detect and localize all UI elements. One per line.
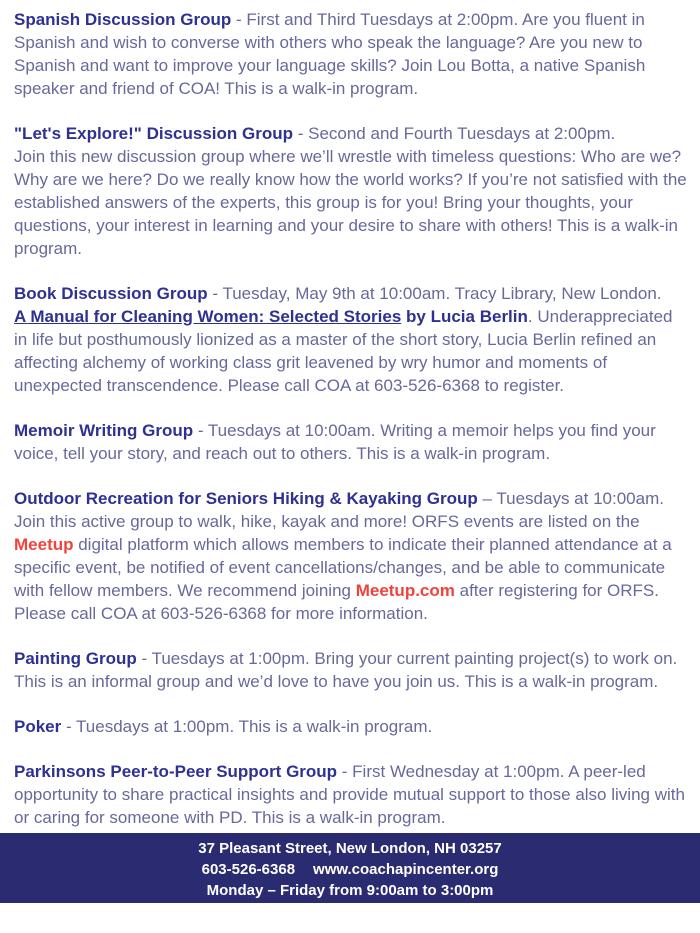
program-description-orfs-3: after registering for ORFS. Please call COA at 603-526-6368 for more information. [14, 581, 659, 623]
program-description-poker: - Tuesdays at 1:00pm. This is a walk-in program. [61, 717, 433, 736]
program-description-parkinsons: - First Wednesday at 1:00pm. A peer-led opportunity to share practical insights and provide mutual support to those also living with or caring for someone with PD. This is a walk-in program. [14, 762, 685, 827]
program-entry-lets-explore [14, 122, 690, 260]
program-title-poker: Poker [14, 717, 62, 736]
program-entry-spanish [14, 8, 690, 100]
footer-website: www.coachapincenter.org [313, 861, 499, 878]
program-description-orfs-2: digital platform which allows members to indicate their planned attendance at a specific event, be notified of event cancellations/changes, and be able to communicate with fellow members. We recommend joining [14, 535, 672, 600]
program-title-memoir: Memoir Writing Group [14, 421, 194, 440]
program-title-lets-explore: "Let's Explore!" Discussion Group [14, 124, 293, 143]
meetup-com-text: Meetup.com [355, 581, 455, 600]
program-schedule-lets-explore: - Second and Fourth Tuesdays at 2:00pm. [293, 124, 616, 143]
program-description-spanish: - First and Third Tuesdays at 2:00pm. Are you fluent in Spanish and wish to converse with others who speak the language? Are you new to Spanish and want to improve your language skills? Join Lou Botta, a native Spanish speaker and friend of COA! This is a walk-in program. [14, 10, 646, 98]
program-title-orfs: Outdoor Recreation for Seniors Hiking & Kayaking Group [14, 489, 478, 508]
program-entry-orfs [14, 487, 690, 625]
program-entry-memoir [14, 419, 690, 465]
program-title-spanish: Spanish Discussion Group [14, 10, 232, 29]
footer-phone: 603-526-6368 [201, 861, 296, 878]
footer-hours: Monday – Friday from 9:00am to 3:00pm [206, 882, 494, 899]
footer-contact-line [0, 859, 700, 880]
meetup-brand-text: Meetup [14, 535, 74, 554]
program-entry-parkinsons [14, 760, 690, 829]
program-title-painting: Painting Group [14, 649, 137, 668]
book-title: A Manual for Cleaning Women: Selected Stories [14, 307, 402, 326]
program-entry-book [14, 282, 690, 397]
program-description-memoir: - Tuesdays at 10:00am. Writing a memoir helps you find your voice, tell your story, and reach out to others. This is a walk-in program. [14, 421, 656, 463]
program-description-lets-explore: Join this new discussion group where we’ll wrestle with timeless questions: Who are we? Why are we here? Do we really know how the world works? If you’re not satisfied with the established answers of the experts, this group is for you! Bring your thoughts, your questions, your interest in learning and your desire to share with others! This is a walk-in program. [14, 147, 687, 258]
program-entry-painting [14, 647, 690, 693]
program-description-orfs-1: – Tuesdays at 10:00am. Join this active group to walk, hike, kayak and more! ORFS events are listed on the [14, 489, 664, 531]
program-schedule-book: - Tuesday, May 9th at 10:00am. Tracy Library, New London. [207, 284, 662, 303]
book-author: by Lucia Berlin [401, 307, 528, 326]
program-list [14, 8, 690, 851]
program-description-book: . Underappreciated in life but posthumously lionized as a master of the short story, Lucia Berlin refined an affecting alchemy of working class grit leavened by wry humor and moments of unexpected transcendence. Please call COA at 603-526-6368 to register. [14, 307, 673, 395]
footer-address: 37 Pleasant Street, New London, NH 03257 [198, 840, 502, 857]
program-title-parkinsons: Parkinsons Peer-to-Peer Support Group [14, 762, 338, 781]
program-title-book: Book Discussion Group [14, 284, 208, 303]
footer-bar [0, 833, 700, 903]
program-description-painting: - Tuesdays at 1:00pm. Bring your current painting project(s) to work on. This is an informal group and we’d love to have you join us. This is a walk-in program. [14, 649, 678, 691]
program-entry-poker [14, 715, 690, 738]
